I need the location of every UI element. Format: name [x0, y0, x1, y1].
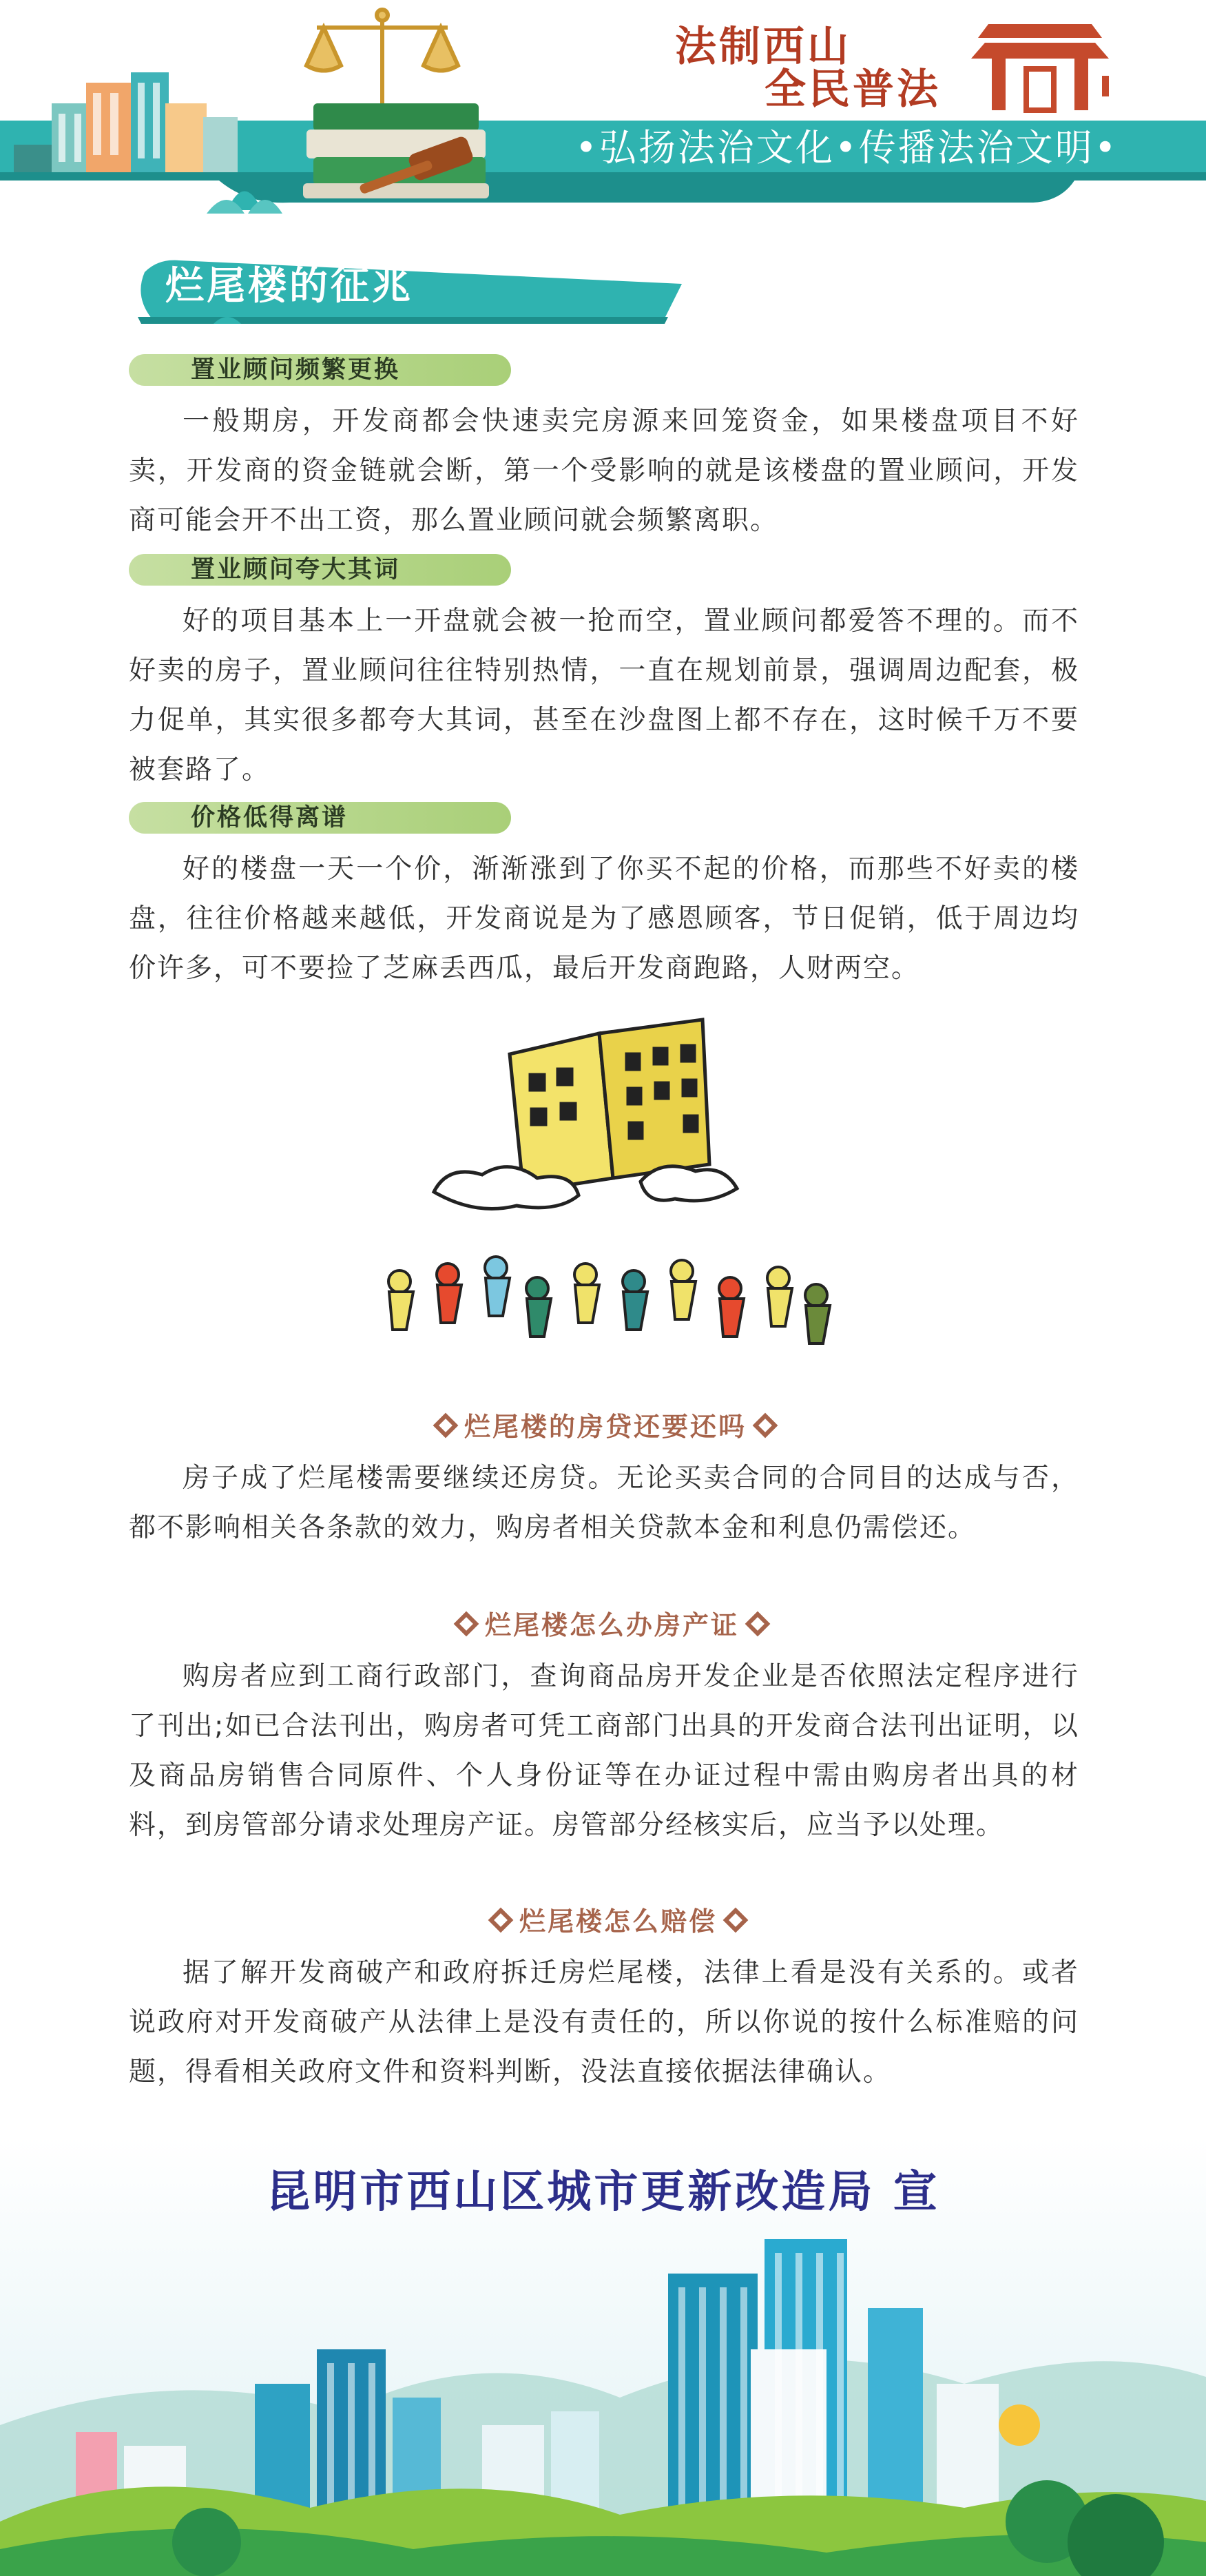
section-tag-2: [129, 554, 511, 586]
qa-heading-1: [427, 1414, 784, 1440]
main-title-banner: [131, 255, 696, 338]
header-slogan: •弘扬法治文化•传播法治文明•: [575, 126, 1119, 169]
section-tag-label: 置业顾问频繁更换: [191, 356, 401, 384]
qa-paragraph-2: 购房者应到工商行政部门，查询商品房开发企业是否依照法定程序进行了刊出;如已合法刊出，购房者可凭工商部门出具的开发商合法刊出证明，以及商品房销售合同原件、个人身份证等在办证过程中需由购房者出具的材料，到房管部分请求处理房产证。房管部分经核实后，应当予以处理。: [129, 1661, 1079, 1841]
qa-heading-label: 烂尾楼怎么赔偿: [519, 1906, 718, 1937]
qa-heading-label: 烂尾楼怎么办房产证: [485, 1610, 740, 1640]
header-banner: [0, 0, 1206, 227]
unfinished-building-illustration: [351, 1006, 847, 1385]
scales-of-justice-icon: [306, 10, 458, 103]
section-paragraph-2: 好的项目基本上一开盘就会被一抢而空，置业顾问都爱答不理的。而不好卖的房子，置业顾问往往特别热情，一直在规划前景，强调周边配套，极力促单，其实很多都夸大其词，甚至在沙盘图上都不存在，这时候千万不要被套路了。: [129, 606, 1079, 785]
qa-paragraph-1: 房子成了烂尾楼需要继续还房贷。无论买卖合同的合同目的达成与否，都不影响相关各条款的效力，购房者相关贷款本金和利息仍需偿还。: [129, 1463, 1079, 1543]
main-title: 烂尾楼的征兆: [165, 264, 413, 309]
qa-heading-2: [448, 1612, 776, 1638]
brand-title-line2: 全民普法: [765, 65, 941, 114]
pavilion-logo-icon: [971, 24, 1109, 110]
diamond-icon: [488, 1908, 514, 1933]
section-tag-label: 价格低得离谱: [191, 804, 349, 832]
qa-heading-label: 烂尾楼的房贷还要还吗: [464, 1412, 747, 1442]
header-artwork: [0, 0, 1206, 227]
section-tag-3: [129, 802, 511, 834]
crowd-icon: [388, 1257, 830, 1343]
publisher-credit: 昆明市西山区城市更新改造局 宣: [266, 2167, 940, 2218]
brand-title-line1: 法制西山: [675, 23, 851, 71]
diamond-icon: [433, 1413, 459, 1439]
qa-paragraph-3: 据了解开发商破产和政府拆迁房烂尾楼，法律上看是没有关系的。或者说政府对开发商破产从法律上是没有责任的，所以你说的按什么标准赔的问题，得看相关政府文件和资料判断，没法直接依据法律确认。: [129, 1957, 1079, 2088]
diamond-icon: [723, 1908, 749, 1933]
diamond-icon: [454, 1611, 479, 1637]
section-tag-1: [129, 354, 511, 386]
diamond-icon: [753, 1413, 778, 1439]
section-paragraph-3: 好的楼盘一天一个价，渐渐涨到了你买不起的价格，而那些不好卖的楼盘，往往价格越来越低，开发商说是为了感恩顾客，节日促销，低于周边均价许多，可不要捡了芝麻丢西瓜，最后开发商跑路，人财两空。: [129, 854, 1079, 984]
section-paragraph-1: 一般期房，开发商都会快速卖完房源来回笼资金，如果楼盘项目不好卖，开发商的资金链就会断，第一个受影响的就是该楼盘的置业顾问，开发商可能会开不出工资，那么置业顾问就会频繁离职。: [129, 406, 1079, 536]
qa-heading-3: [482, 1908, 754, 1935]
section-tag-label: 置业顾问夸大其词: [191, 556, 401, 584]
diamond-icon: [745, 1611, 771, 1637]
